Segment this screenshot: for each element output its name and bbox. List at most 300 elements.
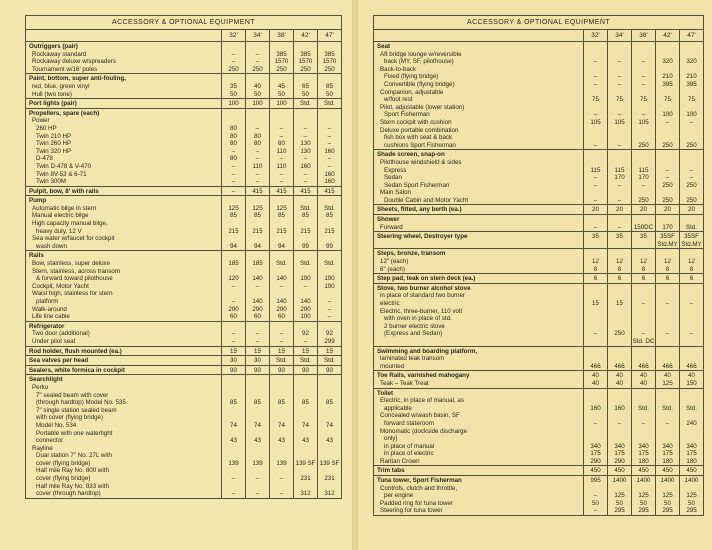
price-cell: 175 xyxy=(584,450,608,458)
price-cell: 125 xyxy=(686,492,697,500)
item-label: in place of electric xyxy=(374,450,584,458)
item-label xyxy=(374,338,584,346)
price-cell: 140 xyxy=(294,298,318,306)
left-page xyxy=(0,0,352,550)
table-row xyxy=(374,428,703,436)
price-cell: 290 xyxy=(246,306,270,314)
price-cell: 312 xyxy=(324,490,335,498)
price-cell: – xyxy=(246,338,270,346)
price-cell xyxy=(246,268,270,276)
item-label: wash down xyxy=(26,243,222,251)
price-cell: – xyxy=(222,163,246,171)
table-row xyxy=(26,467,341,475)
price-cell: 210 xyxy=(656,73,680,81)
price-cell xyxy=(632,159,656,167)
table-row xyxy=(374,197,703,205)
price-cell xyxy=(680,215,703,224)
price-cell: 160 xyxy=(324,178,335,186)
price-cell xyxy=(222,384,246,392)
price-cell: – xyxy=(689,118,694,126)
price-cell xyxy=(680,284,703,293)
table-row xyxy=(374,363,703,371)
table-row xyxy=(26,51,341,59)
table-section xyxy=(374,347,703,372)
price-cell xyxy=(318,235,341,243)
price-cell xyxy=(294,74,318,83)
item-label: back (MY, SF, pilothouse) xyxy=(374,58,584,66)
price-cell: 94 xyxy=(246,243,270,251)
table-section xyxy=(26,322,341,347)
table-row xyxy=(374,127,703,135)
item-label: Convertible (flying bridge) xyxy=(374,81,584,89)
price-cell: 85 xyxy=(246,399,270,407)
left-equipment-table xyxy=(25,15,342,499)
price-cell: 190 xyxy=(294,275,318,283)
table-row xyxy=(374,380,703,388)
price-cell xyxy=(584,397,608,405)
price-cell: – xyxy=(584,142,608,150)
price-cell: 140 xyxy=(270,298,294,306)
table-row xyxy=(26,290,341,298)
price-cell: – xyxy=(689,300,694,307)
price-cell: – xyxy=(294,283,318,291)
table-row xyxy=(26,422,341,430)
price-cell: 125 xyxy=(270,205,294,213)
price-cell xyxy=(632,435,656,443)
price-cell xyxy=(270,452,294,460)
item-label: Power xyxy=(26,117,222,125)
item-label: Electric, three-burner, 110 volt xyxy=(374,308,584,316)
price-cell: 100 xyxy=(222,99,246,108)
price-cell: – xyxy=(632,182,656,190)
price-cell: 100 xyxy=(686,111,697,119)
price-cell: 50 xyxy=(608,500,632,508)
table-row xyxy=(26,490,341,498)
price-cell xyxy=(656,292,680,300)
table-row xyxy=(26,109,341,118)
price-cell: 80 xyxy=(246,133,270,141)
table-row xyxy=(26,66,341,74)
price-cell: 40 xyxy=(584,380,608,388)
table-row xyxy=(374,81,703,89)
price-cell: – xyxy=(222,283,246,291)
price-cell xyxy=(608,241,632,249)
price-cell: 40 xyxy=(608,371,632,380)
price-cell: 50 xyxy=(294,91,318,99)
table-row xyxy=(26,330,341,338)
item-label: connector xyxy=(26,437,222,445)
price-cell: 15 xyxy=(222,347,246,356)
price-cell: 105 xyxy=(632,119,656,127)
price-cell: 8 xyxy=(656,266,680,274)
price-cell xyxy=(222,220,246,228)
price-cell: 85 xyxy=(246,212,270,220)
price-cell xyxy=(584,189,608,197)
table-row xyxy=(26,74,341,83)
item-label: Rails xyxy=(26,251,222,260)
price-cell xyxy=(270,42,294,51)
price-cell xyxy=(632,215,656,224)
price-cell: – xyxy=(656,330,680,338)
price-cell: – xyxy=(632,81,656,89)
price-cell: 85 xyxy=(270,212,294,220)
table-row xyxy=(26,384,341,392)
price-cell: 50 xyxy=(270,91,294,99)
price-cell: 80 xyxy=(246,140,270,148)
price-cell xyxy=(608,389,632,398)
price-cell: 75 xyxy=(632,96,656,104)
price-cell xyxy=(270,375,294,384)
item-label: 7" single station sealed beam xyxy=(26,407,222,415)
item-label: Deluxe portable combination xyxy=(374,127,584,135)
item-label: applicable xyxy=(374,405,584,413)
item-label: Tournament w/16' poles xyxy=(26,66,222,74)
price-cell xyxy=(608,42,632,51)
price-cell: 175 xyxy=(608,450,632,458)
price-cell: – xyxy=(327,162,332,170)
price-cell: 450 xyxy=(656,466,680,475)
table-section xyxy=(374,389,703,467)
price-cell: 250 xyxy=(324,65,335,73)
item-label: Pulpit, bow, 8' with rails xyxy=(26,187,222,196)
price-cell xyxy=(632,51,656,59)
price-cell xyxy=(680,159,703,167)
table-row xyxy=(26,322,341,331)
price-cell: – xyxy=(584,330,608,338)
price-cell xyxy=(294,235,318,243)
price-cell xyxy=(680,355,703,363)
item-label: 7" sealed beam with cover xyxy=(26,392,222,400)
price-cell: – xyxy=(584,182,608,190)
price-cell: 85 xyxy=(326,82,333,90)
item-label: with oven in place of std. xyxy=(374,315,584,323)
price-cell: 150DC xyxy=(632,224,656,232)
item-label: Raritan Crown xyxy=(374,458,584,466)
price-cell xyxy=(632,389,656,398)
price-cell: 40 xyxy=(608,380,632,388)
table-title: ACCESSORY & OPTIONAL EQUIPMENT xyxy=(374,16,703,30)
price-cell xyxy=(584,338,608,346)
price-cell xyxy=(584,159,608,167)
price-cell: 340 xyxy=(686,442,697,450)
price-cell xyxy=(222,268,246,276)
price-cell xyxy=(270,268,294,276)
price-cell: 466 xyxy=(584,363,608,371)
price-cell: 60 xyxy=(222,313,246,321)
price-cell: – xyxy=(270,330,294,338)
price-cell: – xyxy=(656,174,680,182)
price-cell xyxy=(318,384,341,392)
price-cell xyxy=(608,189,632,197)
price-cell: 250 xyxy=(632,142,656,150)
item-label: Rod holder, flush mounted (ea.) xyxy=(26,347,222,356)
price-cell: 74 xyxy=(246,422,270,430)
price-cell xyxy=(246,384,270,392)
item-label: Pilothouse windshield & sides xyxy=(374,159,584,167)
table-section xyxy=(374,476,703,515)
table-row xyxy=(26,313,341,321)
price-cell: 85 xyxy=(222,212,246,220)
price-cell xyxy=(632,315,656,323)
table-row xyxy=(374,284,703,293)
table-row xyxy=(26,366,341,375)
price-cell: – xyxy=(270,133,294,141)
price-cell: – xyxy=(294,155,318,163)
item-label: Life line cable xyxy=(26,313,222,321)
price-cell: 30 xyxy=(246,356,270,365)
price-cell: – xyxy=(584,492,608,500)
price-cell xyxy=(632,89,656,97)
price-cell: Std. DC xyxy=(632,337,655,345)
item-label: 6" (each) xyxy=(374,266,584,274)
price-cell: 20 xyxy=(584,205,608,214)
item-label: cover (flying bridge) xyxy=(26,475,222,483)
price-cell: 200 xyxy=(222,306,246,314)
price-cell xyxy=(656,150,680,159)
price-cell xyxy=(318,452,341,460)
item-label: Bow, stainless, super deluxe xyxy=(26,260,222,268)
price-cell: 80 xyxy=(222,155,246,163)
item-label: Pump xyxy=(26,196,222,205)
price-cell: – xyxy=(656,300,680,308)
item-label: Twin D-478 & V-470 xyxy=(26,163,222,171)
price-cell xyxy=(608,308,632,316)
price-cell: 75 xyxy=(608,96,632,104)
price-cell: 385 xyxy=(270,51,294,59)
price-cell: – xyxy=(584,73,608,81)
price-cell xyxy=(608,338,632,346)
price-cell: 250 xyxy=(656,142,680,150)
price-cell xyxy=(318,322,341,331)
price-cell: 250 xyxy=(246,66,270,74)
item-label: Rockaway standard xyxy=(26,51,222,59)
price-cell xyxy=(608,355,632,363)
price-cell xyxy=(246,483,270,491)
price-cell xyxy=(246,322,270,331)
price-cell: 85 xyxy=(270,399,294,407)
price-cell: 340 xyxy=(608,443,632,451)
price-cell: – xyxy=(608,58,632,66)
table-section xyxy=(374,284,703,347)
table-row xyxy=(374,323,703,331)
item-label: Twin 320 HP xyxy=(26,148,222,156)
price-cell xyxy=(584,485,608,493)
item-label: Sealers, white formica in cockpit xyxy=(26,366,222,375)
price-cell xyxy=(294,445,318,453)
column-header: 42' xyxy=(294,30,318,41)
price-cell xyxy=(608,435,632,443)
price-cell xyxy=(632,412,656,420)
price-cell xyxy=(680,485,703,493)
item-label: Hull (two tone) xyxy=(26,91,222,99)
price-cell xyxy=(222,407,246,415)
price-cell xyxy=(318,109,341,118)
price-cell xyxy=(632,66,656,74)
price-cell: 250 xyxy=(656,197,680,205)
table-row xyxy=(26,275,341,283)
price-cell xyxy=(270,117,294,125)
price-cell: 15 xyxy=(246,347,270,356)
price-cell xyxy=(632,397,656,405)
table-row xyxy=(374,51,703,59)
price-cell: 415 xyxy=(246,187,270,196)
price-cell xyxy=(294,483,318,491)
table-row xyxy=(26,298,341,306)
price-cell: 139 xyxy=(270,460,294,468)
table-row xyxy=(374,466,703,475)
price-cell: 50 xyxy=(584,500,608,508)
table-row xyxy=(374,104,703,112)
price-cell: – xyxy=(608,142,632,150)
price-cell xyxy=(318,375,341,384)
right-page xyxy=(358,0,712,550)
price-cell: 74 xyxy=(270,422,294,430)
price-cell xyxy=(222,467,246,475)
price-cell: 30 xyxy=(222,356,246,365)
item-label: Tuna tower, Sport Fisherman xyxy=(374,476,584,485)
price-cell xyxy=(222,235,246,243)
table-section xyxy=(374,466,703,476)
table-row xyxy=(26,178,341,186)
price-cell: – xyxy=(246,58,270,66)
price-cell: Std. xyxy=(323,260,335,268)
price-cell xyxy=(608,134,632,142)
price-cell xyxy=(222,196,246,205)
price-cell: 115 xyxy=(632,167,656,175)
price-cell: 180 xyxy=(632,458,656,466)
table-title: ACCESSORY & OPTIONAL EQUIPMENT xyxy=(26,16,341,30)
price-cell: 75 xyxy=(688,96,695,104)
price-cell: Std. xyxy=(323,100,335,108)
price-cell: 295 xyxy=(686,507,697,515)
price-cell xyxy=(656,215,680,224)
price-cell: 140 xyxy=(246,275,270,283)
table-section xyxy=(26,366,341,376)
table-row xyxy=(26,268,341,276)
price-cell: – xyxy=(222,58,246,66)
price-cell: 215 xyxy=(294,228,318,236)
price-cell xyxy=(270,467,294,475)
price-cell: 175 xyxy=(686,450,697,458)
price-cell xyxy=(294,452,318,460)
item-label: Sedan xyxy=(374,174,584,182)
price-cell: 92 xyxy=(326,330,333,338)
price-cell: – xyxy=(656,420,680,428)
table-row xyxy=(374,492,703,500)
item-label: red, blue, green vinyl xyxy=(26,83,222,91)
table-row xyxy=(374,167,703,175)
price-cell: 85 xyxy=(294,399,318,407)
price-cell xyxy=(680,315,703,323)
price-cell: 395 xyxy=(656,81,680,89)
price-cell xyxy=(318,290,341,298)
price-cell: – xyxy=(327,140,332,148)
table-row xyxy=(26,375,341,384)
price-cell: 85 xyxy=(326,212,333,220)
table-row xyxy=(26,430,341,438)
price-cell xyxy=(318,74,341,83)
price-cell xyxy=(680,347,703,356)
price-cell xyxy=(632,241,656,249)
price-cell: – xyxy=(246,178,270,186)
item-label: Half mile Ray No. 833 with xyxy=(26,483,222,491)
table-row xyxy=(26,452,341,460)
price-cell: Std. xyxy=(270,356,294,365)
price-cell xyxy=(246,414,270,422)
price-cell xyxy=(584,355,608,363)
price-cell xyxy=(246,251,270,260)
price-cell xyxy=(318,414,341,422)
price-cell: – xyxy=(294,338,318,346)
price-cell: 450 xyxy=(632,466,656,475)
price-cell xyxy=(584,51,608,59)
table-section xyxy=(26,187,341,197)
column-header: 38' xyxy=(270,30,294,41)
item-label: Two door (additional) xyxy=(26,330,222,338)
price-cell: – xyxy=(608,197,632,205)
price-cell: Std. xyxy=(323,204,335,212)
price-cell xyxy=(270,220,294,228)
price-cell xyxy=(656,308,680,316)
price-cell xyxy=(246,375,270,384)
price-cell: Std. xyxy=(294,205,318,213)
price-cell xyxy=(632,292,656,300)
item-label: Companion, adjustable xyxy=(374,89,584,97)
price-cell: 250 xyxy=(608,330,632,338)
price-cell: Std. xyxy=(323,357,335,365)
price-cell: – xyxy=(689,174,694,182)
table-row xyxy=(374,315,703,323)
table-section xyxy=(374,42,703,150)
item-label: Steps, bronze, transom xyxy=(374,249,584,258)
price-cell xyxy=(632,284,656,293)
price-cell: 20 xyxy=(608,205,632,214)
price-cell: – xyxy=(584,174,608,182)
price-cell: 80 xyxy=(222,133,246,141)
price-cell xyxy=(318,220,341,228)
table-row xyxy=(374,58,703,66)
price-cell xyxy=(294,392,318,400)
table-row xyxy=(374,292,703,300)
price-cell xyxy=(222,430,246,438)
table-row xyxy=(374,405,703,413)
price-cell xyxy=(222,414,246,422)
price-cell xyxy=(246,117,270,125)
price-cell xyxy=(246,196,270,205)
price-cell: 65 xyxy=(294,83,318,91)
item-label: Shower xyxy=(374,215,584,224)
price-cell xyxy=(632,134,656,142)
item-label: Walk-around xyxy=(26,306,222,314)
price-cell: 50 xyxy=(222,91,246,99)
item-label: Perko xyxy=(26,384,222,392)
price-cell: 160 xyxy=(324,147,335,155)
price-cell xyxy=(656,485,680,493)
table-row xyxy=(26,148,341,156)
price-cell xyxy=(270,430,294,438)
item-label: Padded ring for tuna tower xyxy=(374,500,584,508)
table-row xyxy=(374,182,703,190)
price-cell: Std.MY xyxy=(656,241,680,249)
item-label: 260 HP xyxy=(26,125,222,133)
price-cell: 415 xyxy=(294,187,318,196)
price-cell xyxy=(246,430,270,438)
price-cell: – xyxy=(632,58,656,66)
price-cell: 1400 xyxy=(608,476,632,485)
price-cell: – xyxy=(270,283,294,291)
price-cell xyxy=(584,104,608,112)
price-cell: 6 xyxy=(656,274,680,283)
